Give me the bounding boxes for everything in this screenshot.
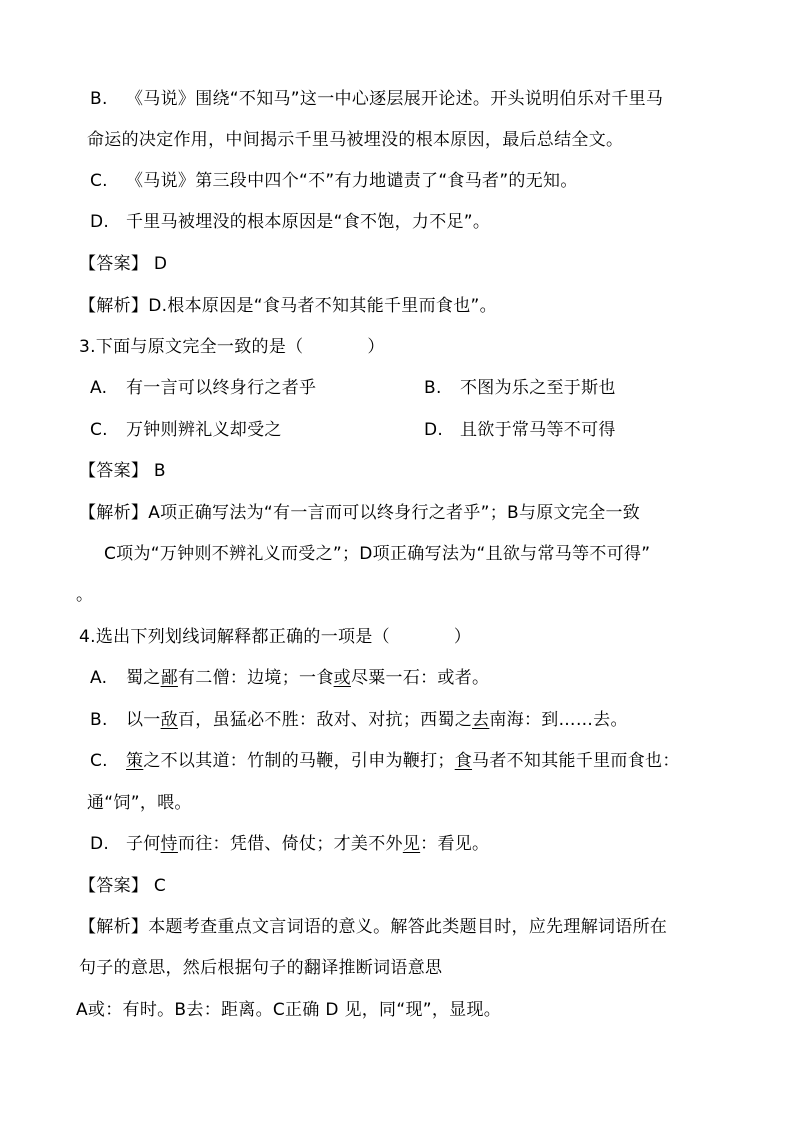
- q3-analysis-line3: 。: [76, 585, 94, 605]
- q2-option-b-line2: 命运的决定作用，中间揭示千里马被埋没的根本原因，最后总结全文。: [87, 130, 624, 150]
- q4-option-c: [90, 750, 680, 772]
- option-letter: B.: [424, 378, 442, 398]
- q2-analysis: [79, 295, 497, 317]
- option-letter: D.: [424, 420, 444, 440]
- q4-option-a: [90, 667, 489, 689]
- q4-analysis: [79, 916, 667, 938]
- option-text: 《马说》围绕“不知马”这一中心逐层展开论述。开头说明伯乐对千里马: [126, 89, 664, 109]
- option-text: 之不以其道：竹制的马鞭，引申为鞭打；: [143, 751, 455, 771]
- q3-stem: [79, 336, 385, 358]
- analysis-label: 【解析】: [79, 503, 149, 523]
- answer-label: 【答案】: [79, 876, 149, 896]
- option-letter: C.: [90, 171, 108, 191]
- answer-label: 【答案】: [79, 461, 149, 481]
- question-stem: 3.下面与原文完全一致的是（: [79, 337, 304, 357]
- q3-analysis-line2: C项为“万钟则不辨礼义而受之”；D项正确写法为“且欲与常马等不可得”: [104, 544, 651, 564]
- q2-answer: [79, 253, 167, 275]
- option-letter: D.: [90, 834, 110, 854]
- answer-value: D: [153, 254, 168, 274]
- option-text: 有二僧：边境；一食: [177, 668, 334, 688]
- option-text: 千里马被埋没的根本原因是“食不饱，力不足”。: [126, 212, 491, 232]
- q3-analysis: [79, 502, 640, 524]
- question-stem-end: ）: [453, 627, 472, 647]
- q3-option-a: [90, 377, 316, 399]
- question-stem: 4.选出下列划线词解释都正确的一项是（: [79, 627, 390, 647]
- underlined-word: 或: [333, 668, 351, 688]
- option-text: ：看见。: [420, 834, 490, 854]
- option-letter: B.: [90, 710, 108, 730]
- option-letter: C.: [90, 751, 108, 771]
- option-text: 有一言可以终身行之者乎: [126, 378, 317, 398]
- underlined-word: 鄙: [160, 668, 178, 688]
- q4-option-d: [90, 833, 489, 855]
- option-text: 尽粟一石：或者。: [350, 668, 490, 688]
- analysis-label: 【解析】: [79, 917, 149, 937]
- answer-label: 【答案】: [79, 254, 149, 274]
- q4-analysis-line3: A或：有时。B去：距离。C正确 D 见，同“现”，显现。: [76, 1000, 502, 1020]
- q3-option-b: [424, 377, 616, 399]
- q3-option-c: [90, 419, 282, 441]
- option-letter: A.: [90, 668, 108, 688]
- q4-option-b: [90, 709, 628, 731]
- underlined-word: 敌: [160, 710, 178, 730]
- answer-value: C: [153, 876, 167, 896]
- option-text: 以一: [126, 710, 161, 730]
- analysis-text: 本题考查重点文言词语的意义。解答此类题目时，应先理解词语所在: [148, 917, 668, 937]
- option-text: 南海：到……去。: [489, 710, 628, 730]
- option-text: 而往：凭借、倚仗；才美不外: [177, 834, 403, 854]
- underlined-word: 见: [402, 834, 421, 854]
- q4-stem: [79, 626, 471, 648]
- q4-option-c-line2: 通“饲”，喂。: [87, 793, 192, 813]
- option-letter: A.: [90, 378, 108, 398]
- q3-option-d: [424, 419, 616, 441]
- option-letter: C.: [90, 420, 108, 440]
- question-stem-end: ）: [367, 337, 385, 357]
- underlined-word: 恃: [160, 834, 178, 854]
- analysis-label: 【解析】: [79, 296, 149, 316]
- underlined-word: 策: [126, 751, 144, 771]
- option-text: 万钟则辨礼义却受之: [126, 420, 282, 440]
- q2-option-d: [90, 211, 490, 233]
- underlined-word: 食: [454, 751, 473, 771]
- q4-answer: [79, 875, 166, 897]
- option-text: 不图为乐之至于斯也: [460, 378, 616, 398]
- option-letter: B.: [90, 89, 108, 109]
- q2-option-b: [90, 88, 663, 110]
- option-text: 子何: [126, 834, 161, 854]
- answer-value: B: [153, 461, 166, 481]
- option-letter: D.: [90, 212, 110, 232]
- underlined-word: 去: [472, 710, 490, 730]
- option-text: 蜀之: [126, 668, 161, 688]
- analysis-text: D.根本原因是“食马者不知其能千里而食也”。: [148, 296, 497, 316]
- q2-option-c: [90, 170, 578, 192]
- option-text: 且欲于常马等不可得: [460, 420, 616, 440]
- option-text: 《马说》第三段中四个“不”有力地谴责了“食马者”的无知。: [126, 171, 578, 191]
- q4-analysis-line2: 句子的意思，然后根据句子的翻译推断词语意思: [79, 958, 443, 978]
- option-text: 百，虽猛必不胜：敌对、对抗；西蜀之: [177, 710, 473, 730]
- analysis-text: A项正确写法为“有一言而可以终身行之者乎”；B与原文完全一致: [148, 503, 641, 523]
- q3-answer: [79, 460, 166, 482]
- option-text: 马者不知其能千里而食也：: [472, 751, 680, 771]
